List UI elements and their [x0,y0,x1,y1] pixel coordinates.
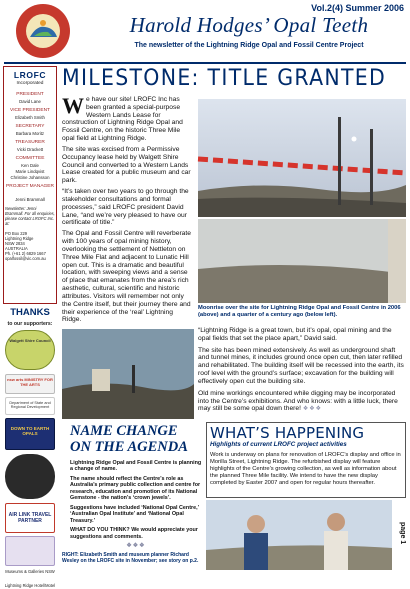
whats-happening-body: Work is underway on plans for renovation of LROFC’s display and office in Morilla Street, Lightning Ridge. The refurbished display will feature highlights of the Centre’s growing collection, as well as information about the planned Three Mile facility. We intend to have the new display completed by Easter 2007 and open for regular hours thereafter. [210,452,401,486]
sponsor-label: nsw arts MINISTRY FOR THE ARTS [7,377,53,387]
sponsor-label: Lightning Ridge Hotel/Motel [4,583,56,588]
sponsor-label: AIR LINK TRAVEL PARTNER [8,512,52,524]
newsletter-tagline: The newsletter of the Lightning Ridge Opal and Fossil Centre Project [134,42,364,49]
article-paragraph: LROFC Inc has been granted a special-purpose Western Lands Lease for construction of Lightning Ridge Opal and Fossil Centre, on the historic Three Mile opal field at Lightning Ridge. [62,96,183,143]
person-name: Vicki Drackett [16,147,44,152]
article-paragraph: The site was excised from a Permissive Occupancy lease held by Walgett Shire Council and converted to a Western Lands Lease created for a public museum and car park. [62,145,191,185]
person-name: Barbara Moritz [15,131,45,136]
bottom-photo-caption: RIGHT: Elizabeth Smith and museum planner Richard Wesley on the LROFC site in November; see story on p.2. [62,552,199,564]
person-name: Marie Lindqvist [15,169,45,174]
site-photo-wide [198,219,406,303]
phone-number: Ph. (+61 2) 6829 1667 [5,251,46,256]
address-line: NSW 2834 [5,241,25,246]
page-number: page 1 [399,522,406,545]
newsletter-title: Harold Hodges’ Opal Teeth [129,13,369,37]
role-treasurer: TREASURER [15,140,45,145]
ornament: ❖❖❖ [126,543,146,550]
address-line: AUSTRALIA [5,246,28,251]
address-line: PO Box 229 [5,231,28,236]
name-change-article [70,460,202,554]
person-name: David Lane [19,99,41,104]
moonrise-photo [198,99,406,217]
address-line: Lightning Ridge [5,236,34,241]
role-vice-president: VICE PRESIDENT [10,108,50,113]
article-paragraph: The site has been mined extensively. As well as underground shaft and tunnel mines, it includes ground once open cut, then later refilled and rehabilitated. The building itself will be recessed into the earth, its roof level with the ground’s surface; excavation for the building will effectively open cut the building site. [198,346,404,385]
historic-site-photo [62,329,194,419]
article-paragraph: Old mine workings encountered while digging may be incorporated into the Centre’s exhibitions. And who knows: with a little luck, there may still be some opal down there! ❖❖❖ [198,389,398,413]
article-paragraph: Lightning Ridge Opal and Fossil Centre is planning a change of name. [70,460,202,473]
masthead-divider [4,62,406,64]
article-paragraph: The Opal and Fossil Centre will reverberate with 100 years of opal mining history, overlooking the settlement of Nettleton on Three Mile Flat and adjacent to Lunatic Hill open cut. This is a dramatic and beautiful location, with sweeping views and a sense of place that emanates from the area’s rich aesthetic, cultural, scientific and historic attributes. Visitors will remember not only the Centre itself, but their journey there and their experience of the ‘real’ Lightning Ridge. [62,230,191,324]
person-name: Ken Dale [21,163,39,168]
article-paragraph: WHAT DO YOU THINK? We would appreciate your suggestions and comments. [70,527,198,540]
whats-happening-headline: WHAT’S HAPPENING [210,424,365,442]
article-paragraph: Suggestions have included ‘National Opal Centre,’ ‘Australian Opal Institute’ and ‘National Opal Treasury.’ [70,504,199,524]
photo-caption: Moonrise over the site for Lightning Ridge Opal and Fossil Centre in 2006 (above) and a quarter of a century ago (below left). [198,305,401,318]
sponsor-label: Walgett Shire Council [9,338,51,343]
issue-volume: Vol.2(4) Summer 2006 [311,3,404,13]
milestone-continued [198,327,406,417]
incorporated-label: Incorporated [16,81,44,86]
article-paragraph: The name should reflect the Centre’s role as Australia’s primary public collection and centre for research, education and promotion of its National Gemstone - the nation’s ‘crown jewels’. [70,475,201,502]
thanks-subheading: to our supporters: [7,321,53,327]
role-president: PRESIDENT [16,92,44,97]
sidebar [3,66,57,588]
milestone-article [62,93,194,366]
newsletter-contact-note: Newsletter: Jenni Brammall. For all enquiries, please contact LROFC Inc. at: [5,206,55,226]
person-name: Jenni Brammall [15,197,45,202]
role-committee: COMMITTEE [15,156,45,161]
email-link[interactable]: opalfossil@vic.com.au [5,256,46,261]
sponsor-label: Museums & Galleries NSW [5,569,55,574]
person-name: Elizabeth Smith [15,115,45,120]
role-secretary: SECRETARY [15,124,45,129]
person-name: Christine Johansson [10,175,50,180]
role-project-manager: PROJECT MANAGER [6,184,54,189]
lrofc-heading: LROFC [13,70,47,80]
lead-line: e have our site! [86,96,132,103]
milestone-headline: MILESTONE: TITLE GRANTED [62,66,387,91]
whats-happening-subhead: Highlights of current LROFC project activities [210,441,347,448]
article-paragraph: “Lightning Ridge is a great town, but it’s opal, opal mining and the opal fields that set the place apart,” David said. [198,327,392,342]
sponsor-label: Department of State and Regional Development [9,401,51,409]
sponsor-label: DOWN TO EARTH OPALS [10,426,50,436]
ornament: ❖❖❖ [302,406,322,413]
article-paragraph: “It’s taken over two years to go through the stakeholder consultations and formal processes,” said LROFC president David Lane, “and we’re very pleased to have our certificate of title.” [62,188,189,227]
centre-logo [4,3,82,59]
walgett-shire-logo [5,330,55,370]
thanks-heading: THANKS [10,307,50,318]
people-on-site-photo [206,500,392,570]
emblem-logo [5,454,55,499]
drop-cap: W [62,93,84,118]
gutter [62,422,68,550]
name-change-headline: NAME CHANGE ON THE AGENDA [70,423,188,455]
museums-galleries-logo [5,536,55,566]
